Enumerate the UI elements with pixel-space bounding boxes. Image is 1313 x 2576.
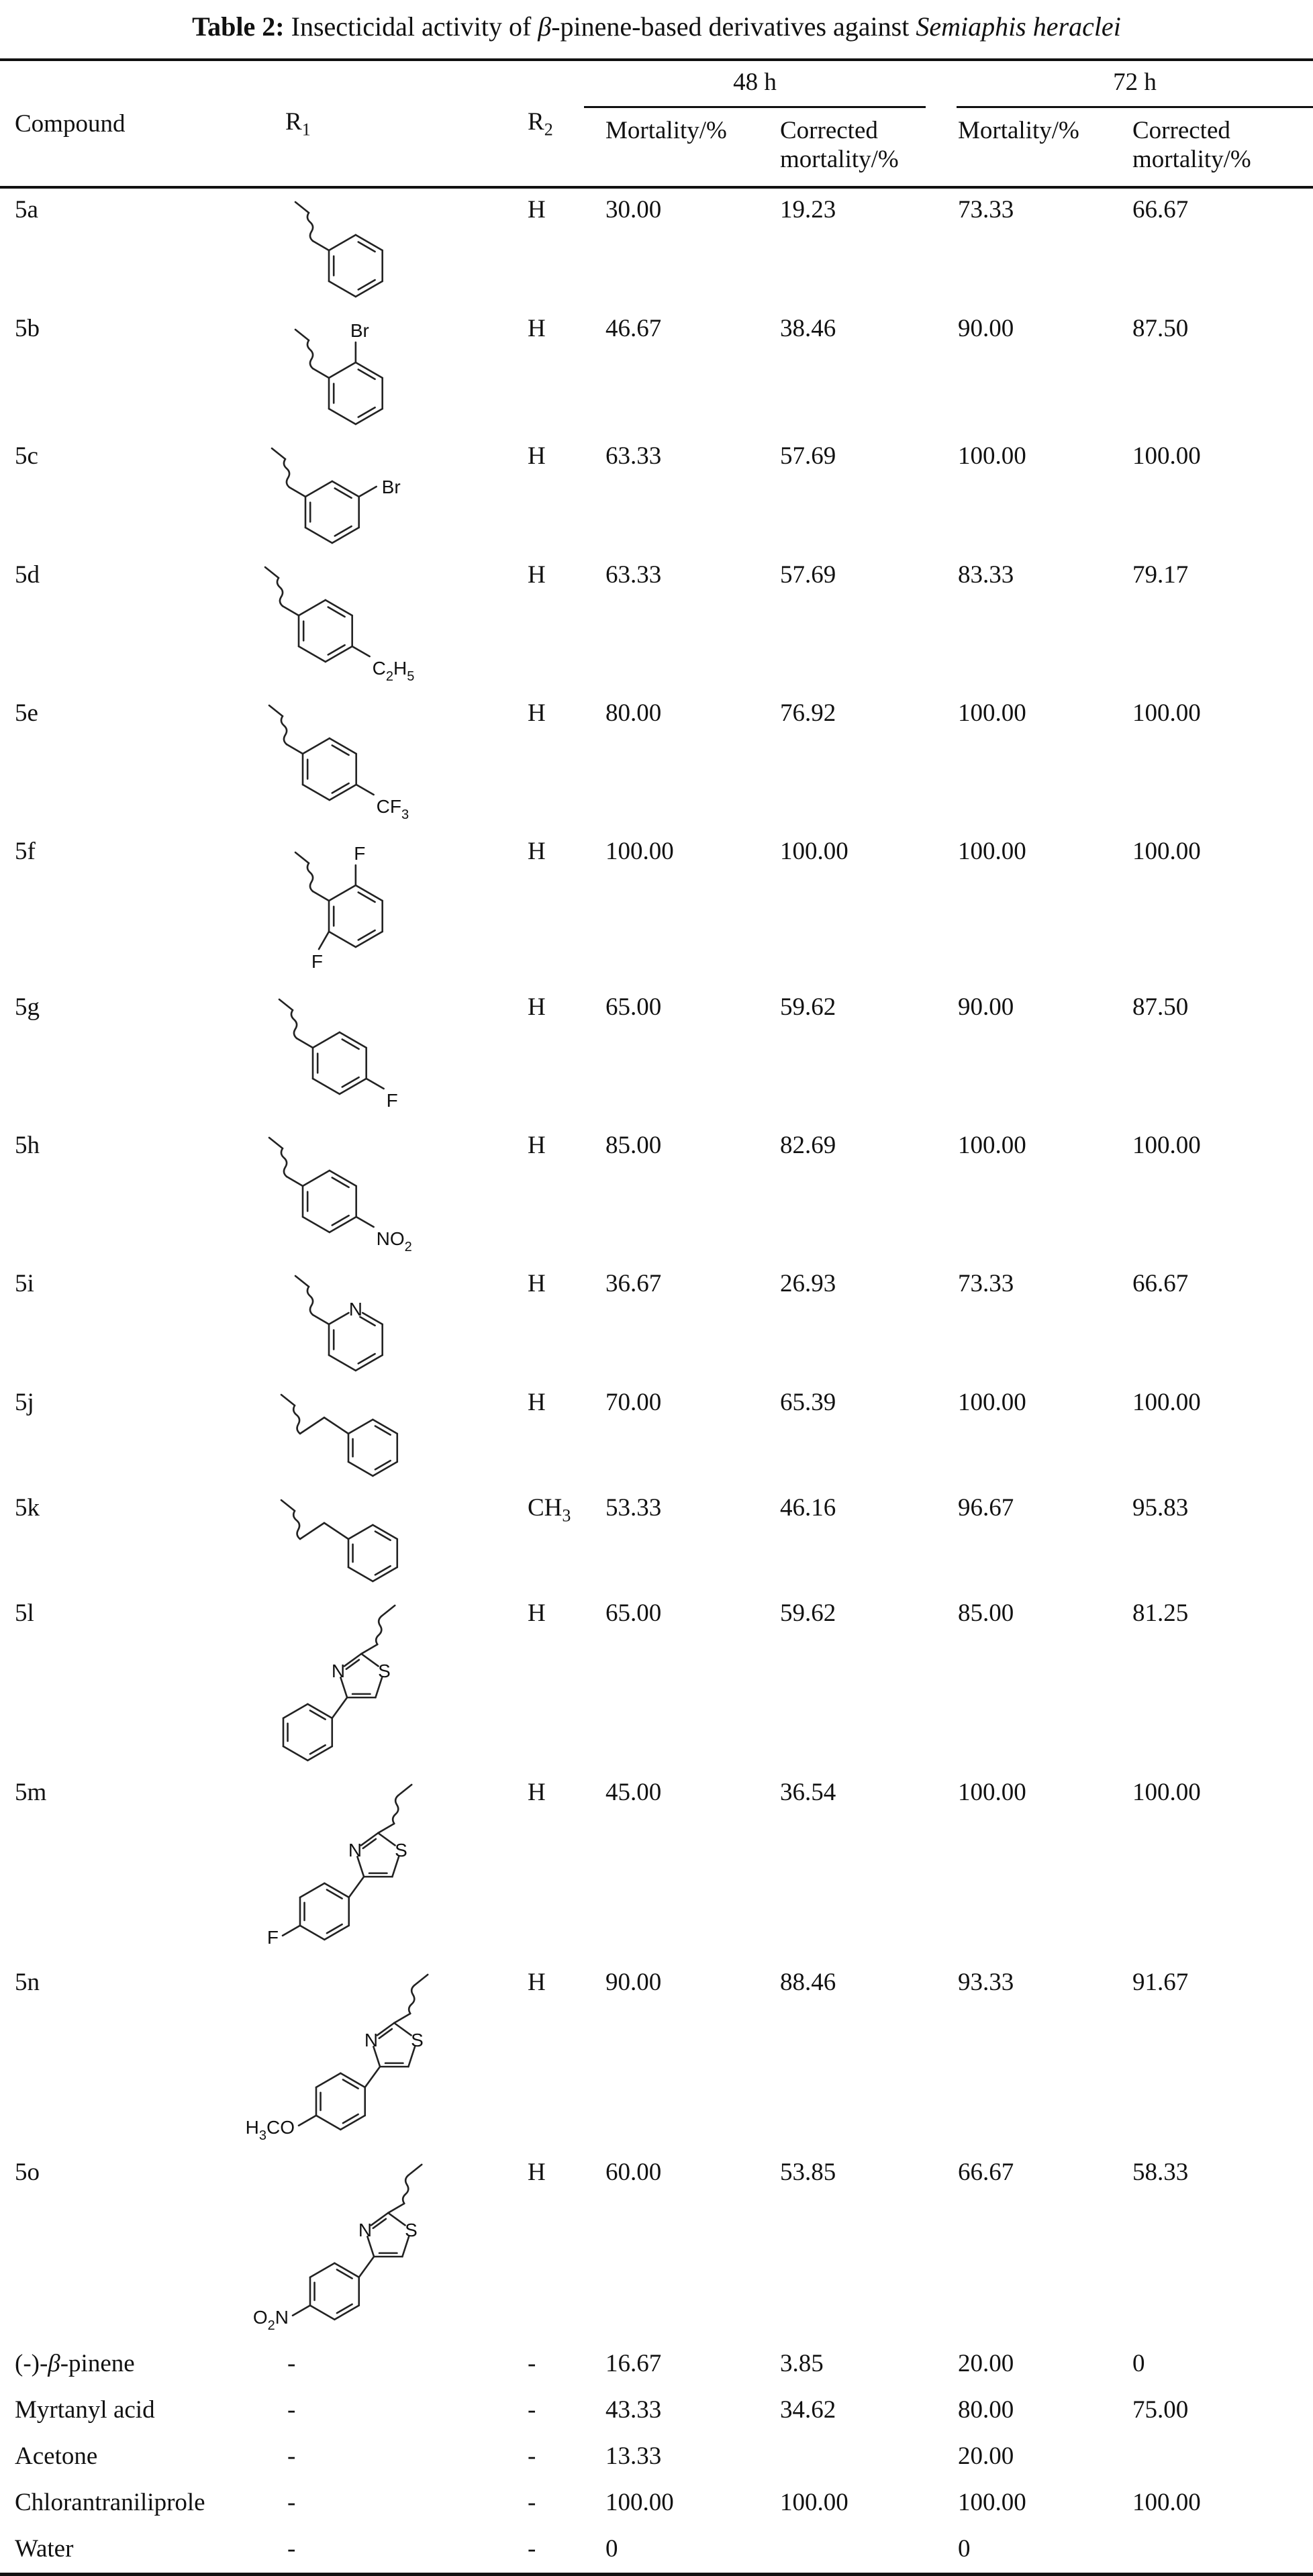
table-row xyxy=(0,986,1313,1124)
compound-cell: Acetone xyxy=(15,2442,98,2470)
compound-cell: 5a xyxy=(15,196,38,224)
svg-text:O2N: $O_2N$ xyxy=(252,2306,289,2333)
corrected-48h-cell: 100.00 xyxy=(780,838,848,865)
mortality-72h-cell: 100.00 xyxy=(958,1779,1026,1806)
mortality-48h-cell: 90.00 xyxy=(605,1969,662,1996)
mortality-72h-cell: 100.00 xyxy=(958,699,1026,727)
col-group-48h xyxy=(584,60,936,108)
svg-text:CF3: $CF_3$ xyxy=(376,796,409,822)
mortality-72h-cell: 83.33 xyxy=(958,561,1014,589)
mortality-48h-cell: 53.33 xyxy=(605,1494,662,1522)
corrected-48h-cell: 76.92 xyxy=(780,699,836,727)
table-caption xyxy=(0,11,1313,42)
structure-4-fluorophenyl xyxy=(274,994,404,1119)
mortality-72h-cell: 73.33 xyxy=(958,1270,1014,1297)
r2-cell: H xyxy=(528,838,546,865)
svg-text:Br: Br xyxy=(381,477,401,497)
mortality-48h-cell: 63.33 xyxy=(605,442,662,470)
svg-text:F: F xyxy=(386,1090,398,1111)
mortality-48h-cell: 46.67 xyxy=(605,315,662,342)
corrected-48h-cell: 59.62 xyxy=(780,993,836,1021)
svg-text:F: F xyxy=(311,951,323,973)
compound-cell: 5o xyxy=(15,2159,40,2186)
mortality-72h-cell: 73.33 xyxy=(958,196,1014,224)
corrected-72h-cell xyxy=(1111,2526,1313,2575)
structure-2,6-difluorophenyl xyxy=(290,838,388,981)
table-caption-tag: Table 2: xyxy=(192,11,285,42)
r2-cell: H xyxy=(528,993,546,1021)
mortality-72h-cell: 20.00 xyxy=(958,2442,1014,2470)
svg-text:S: S xyxy=(377,1660,391,1681)
table-body xyxy=(0,187,1313,2575)
compound-cell: 5k xyxy=(15,1494,40,1522)
compound-cell: 5f xyxy=(15,838,36,865)
mortality-48h-cell: 100.00 xyxy=(605,838,674,865)
col-header-corrected-48h: Corrected mortality/% xyxy=(759,108,936,187)
mortality-48h-cell: 65.00 xyxy=(605,993,662,1021)
corrected-72h-cell: 75.00 xyxy=(1132,2396,1189,2424)
mortality-72h-cell: 100.00 xyxy=(958,2489,1026,2516)
structure-pyridin-2-yl xyxy=(290,1271,388,1376)
compound-cell: Chlorantraniliprole xyxy=(15,2489,205,2516)
r2-cell: - xyxy=(528,2396,536,2424)
svg-text:NO2: $NO_2$ xyxy=(376,1228,412,1254)
table-row xyxy=(0,692,1313,830)
table-row xyxy=(0,1592,1313,1771)
r2-cell: H xyxy=(528,1270,546,1297)
mortality-72h-cell: 96.67 xyxy=(958,1494,1014,1522)
corrected-72h-cell: 100.00 xyxy=(1132,699,1201,727)
table-row xyxy=(0,830,1313,986)
mortality-48h-cell: 80.00 xyxy=(605,699,662,727)
r2-cell: H xyxy=(528,315,546,342)
svg-text:F: F xyxy=(354,843,366,864)
mortality-48h-cell: 13.33 xyxy=(605,2442,662,2470)
col-header-r2: $R_2$ xyxy=(524,60,584,187)
structure-benzyl xyxy=(276,1495,403,1587)
corrected-48h-cell: 38.46 xyxy=(780,315,836,342)
corrected-72h-cell: 100.00 xyxy=(1132,2489,1201,2516)
mortality-72h-cell: 85.00 xyxy=(958,1599,1014,1627)
r2-cell: H xyxy=(528,1132,546,1159)
compound-cell: 5i xyxy=(15,1270,34,1297)
svg-text:S: S xyxy=(410,2029,424,2050)
paper-page xyxy=(0,11,1313,2576)
activity-table xyxy=(0,58,1313,2576)
structure-3-bromophenyl xyxy=(266,443,411,548)
structure-4-(4-nitrophenyl)thiazol-2-yl xyxy=(251,2159,428,2336)
col-group-72h-label: 72 h xyxy=(957,61,1313,108)
corrected-72h-cell: 100.00 xyxy=(1132,442,1201,470)
table-row xyxy=(0,2341,1313,2387)
r2-cell: H xyxy=(528,2159,546,2186)
r2-cell: - xyxy=(524,2526,584,2575)
compound-cell: 5e xyxy=(15,699,38,727)
corrected-72h-cell: 87.50 xyxy=(1132,315,1189,342)
r2-cell: - xyxy=(528,2489,536,2516)
r1-structure-cell xyxy=(154,830,524,986)
r2-cell: H xyxy=(528,1779,546,1806)
corrected-48h-cell: 36.54 xyxy=(780,1779,836,1806)
table-row xyxy=(0,1487,1313,1592)
structure-4-ethylphenyl xyxy=(260,562,418,687)
corrected-72h-cell: 95.83 xyxy=(1132,1494,1189,1522)
r1-structure-cell xyxy=(154,1592,524,1771)
r2-cell: H xyxy=(528,561,546,589)
corrected-48h-cell xyxy=(759,2434,936,2480)
svg-text:Br: Br xyxy=(350,320,369,341)
corrected-72h-cell xyxy=(1111,2434,1313,2480)
mortality-72h-cell: 100.00 xyxy=(958,1132,1026,1159)
corrected-48h-cell: 88.46 xyxy=(780,1969,836,1996)
svg-text:N: N xyxy=(331,1660,345,1681)
col-header-mortality-48h: Mortality/% xyxy=(584,108,759,187)
r1-structure-cell xyxy=(154,1961,524,2151)
r2-cell: H xyxy=(528,1389,546,1416)
svg-text:N: N xyxy=(358,2219,372,2240)
col-header-mortality-72h: Mortality/% xyxy=(936,108,1111,187)
r1-structure-cell xyxy=(154,554,524,692)
svg-text:N: N xyxy=(348,1299,362,1320)
corrected-72h-cell: 58.33 xyxy=(1132,2159,1189,2186)
compound-cell: 5c xyxy=(15,442,38,470)
corrected-48h-cell: 65.39 xyxy=(780,1389,836,1416)
compound-cell: 5n xyxy=(15,1969,40,1996)
table-row xyxy=(0,554,1313,692)
compound-cell: 5g xyxy=(15,993,40,1021)
structure-4-phenylthiazol-2-yl xyxy=(278,1600,401,1766)
compound-cell: 5l xyxy=(15,1599,34,1627)
header-row-groups xyxy=(0,60,1313,108)
structure-4-trifluoromethylphenyl xyxy=(264,700,414,825)
mortality-48h-cell: 60.00 xyxy=(605,2159,662,2186)
r1-structure-cell: - xyxy=(287,2350,296,2377)
compound-cell: Water xyxy=(0,2526,154,2575)
structure-4-(4-methoxyphenyl)thiazol-2-yl xyxy=(245,1969,434,2146)
table-row xyxy=(0,1961,1313,2151)
corrected-48h-cell: 100.00 xyxy=(780,2489,848,2516)
mortality-48h-cell: 30.00 xyxy=(605,196,662,224)
r2-cell: $CH_3$ xyxy=(528,1494,571,1526)
table-row xyxy=(0,187,1313,307)
corrected-48h-cell: 57.69 xyxy=(780,442,836,470)
compound-cell: (-)-β-pinene xyxy=(15,2350,135,2377)
col-header-corrected-72h: Corrected mortality/% xyxy=(1111,108,1313,187)
corrected-72h-cell: 66.67 xyxy=(1132,1270,1189,1297)
corrected-72h-cell: 87.50 xyxy=(1132,993,1189,1021)
r1-structure-cell xyxy=(154,986,524,1124)
corrected-72h-cell: 81.25 xyxy=(1132,1599,1189,1627)
corrected-72h-cell: 91.67 xyxy=(1132,1969,1189,1996)
r1-structure-cell xyxy=(154,1381,524,1487)
mortality-48h-cell: 65.00 xyxy=(605,1599,662,1627)
r1-structure-cell: - xyxy=(287,2396,296,2424)
svg-text:S: S xyxy=(404,2219,418,2240)
r1-structure-cell xyxy=(154,1124,524,1262)
r1-structure-cell xyxy=(154,187,524,307)
col-header-r1: $R_1$ xyxy=(154,60,524,187)
corrected-48h-cell: 26.93 xyxy=(780,1270,836,1297)
compound-cell: 5b xyxy=(15,315,40,342)
r1-structure-cell xyxy=(154,692,524,830)
svg-text:S: S xyxy=(394,1839,407,1861)
mortality-72h-cell: 20.00 xyxy=(958,2350,1014,2377)
r2-cell: H xyxy=(528,699,546,727)
corrected-72h-cell: 100.00 xyxy=(1132,1779,1201,1806)
corrected-48h-cell: 53.85 xyxy=(780,2159,836,2186)
corrected-72h-cell: 100.00 xyxy=(1132,1132,1201,1159)
r2-cell: H xyxy=(528,196,546,224)
r2-cell: H xyxy=(528,1599,546,1627)
r1-structure-cell: - xyxy=(287,2489,296,2516)
table-row xyxy=(0,2151,1313,2341)
table-row xyxy=(0,2434,1313,2480)
r2-cell: - xyxy=(528,2442,536,2470)
table-caption-text: Insecticidal activity of β-pinene-based derivatives against Semiaphis heraclei xyxy=(291,11,1121,42)
svg-text:H3CO: $H_3CO$ xyxy=(245,2116,295,2143)
mortality-72h-cell: 100.00 xyxy=(958,838,1026,865)
svg-text:N: N xyxy=(364,2029,378,2050)
r1-structure-cell xyxy=(154,1262,524,1381)
mortality-48h-cell: 70.00 xyxy=(605,1389,662,1416)
table-row xyxy=(0,1381,1313,1487)
mortality-48h-cell: 0 xyxy=(584,2526,759,2575)
compound-cell: 5m xyxy=(15,1779,47,1806)
mortality-72h-cell: 100.00 xyxy=(958,1389,1026,1416)
r2-cell: - xyxy=(528,2350,536,2377)
corrected-72h-cell: 100.00 xyxy=(1132,838,1201,865)
mortality-48h-cell: 85.00 xyxy=(605,1132,662,1159)
mortality-72h-cell: 93.33 xyxy=(958,1969,1014,1996)
corrected-48h-cell: 59.62 xyxy=(780,1599,836,1627)
mortality-72h-cell: 0 xyxy=(936,2526,1111,2575)
table-row xyxy=(0,2526,1313,2575)
structure-benzyl xyxy=(276,1389,403,1481)
mortality-48h-cell: 36.67 xyxy=(605,1270,662,1297)
table-row xyxy=(0,435,1313,554)
mortality-48h-cell: 43.33 xyxy=(605,2396,662,2424)
r1-structure-cell xyxy=(154,1487,524,1592)
table-row xyxy=(0,2480,1313,2526)
corrected-48h-cell: 34.62 xyxy=(780,2396,836,2424)
mortality-72h-cell: 80.00 xyxy=(958,2396,1014,2424)
table-row xyxy=(0,1262,1313,1381)
corrected-72h-cell: 0 xyxy=(1132,2350,1145,2377)
r2-cell: H xyxy=(528,1969,546,1996)
mortality-48h-cell: 16.67 xyxy=(605,2350,662,2377)
corrected-48h-cell: 3.85 xyxy=(780,2350,824,2377)
corrected-72h-cell: 100.00 xyxy=(1132,1389,1201,1416)
svg-text:F: F xyxy=(266,1926,279,1948)
mortality-72h-cell: 90.00 xyxy=(958,315,1014,342)
r1-structure-cell xyxy=(154,2151,524,2341)
structure-2-bromophenyl xyxy=(290,315,388,430)
mortality-72h-cell: 100.00 xyxy=(958,442,1026,470)
col-group-48h-label: 48 h xyxy=(584,61,926,108)
corrected-72h-cell: 79.17 xyxy=(1132,561,1189,589)
compound-cell: Myrtanyl acid xyxy=(15,2396,155,2424)
col-header-compound: Compound xyxy=(0,60,154,187)
table-row xyxy=(0,2387,1313,2434)
mortality-48h-cell: 100.00 xyxy=(605,2489,674,2516)
corrected-72h-cell: 66.67 xyxy=(1132,196,1189,224)
corrected-48h-cell: 57.69 xyxy=(780,561,836,589)
corrected-48h-cell: 46.16 xyxy=(780,1494,836,1522)
corrected-48h-cell: 82.69 xyxy=(780,1132,836,1159)
mortality-72h-cell: 90.00 xyxy=(958,993,1014,1021)
svg-text:N: N xyxy=(348,1839,362,1861)
compound-cell: 5j xyxy=(15,1389,34,1416)
compound-cell: 5h xyxy=(15,1132,40,1159)
structure-phenyl xyxy=(290,197,388,302)
structure-4-nitrophenyl xyxy=(264,1132,414,1257)
corrected-48h-cell: 19.23 xyxy=(780,196,836,224)
compound-cell: 5d xyxy=(15,561,40,589)
r2-cell: H xyxy=(528,442,546,470)
corrected-48h-cell xyxy=(759,2526,936,2575)
r1-structure-cell xyxy=(154,307,524,435)
table-header xyxy=(0,60,1313,187)
r1-structure-cell: - xyxy=(154,2526,524,2575)
table-row xyxy=(0,1124,1313,1262)
mortality-48h-cell: 45.00 xyxy=(605,1779,662,1806)
svg-text:C2H5: $C_2H_5$ xyxy=(372,658,415,684)
mortality-48h-cell: 63.33 xyxy=(605,561,662,589)
mortality-72h-cell: 66.67 xyxy=(958,2159,1014,2186)
table-row xyxy=(0,1771,1313,1961)
table-row xyxy=(0,307,1313,435)
r1-structure-cell xyxy=(154,435,524,554)
structure-4-(4-fluorophenyl)thiazol-2-yl xyxy=(261,1779,418,1956)
col-group-72h xyxy=(936,60,1313,108)
r1-structure-cell xyxy=(154,1771,524,1961)
r1-structure-cell: - xyxy=(287,2442,296,2470)
